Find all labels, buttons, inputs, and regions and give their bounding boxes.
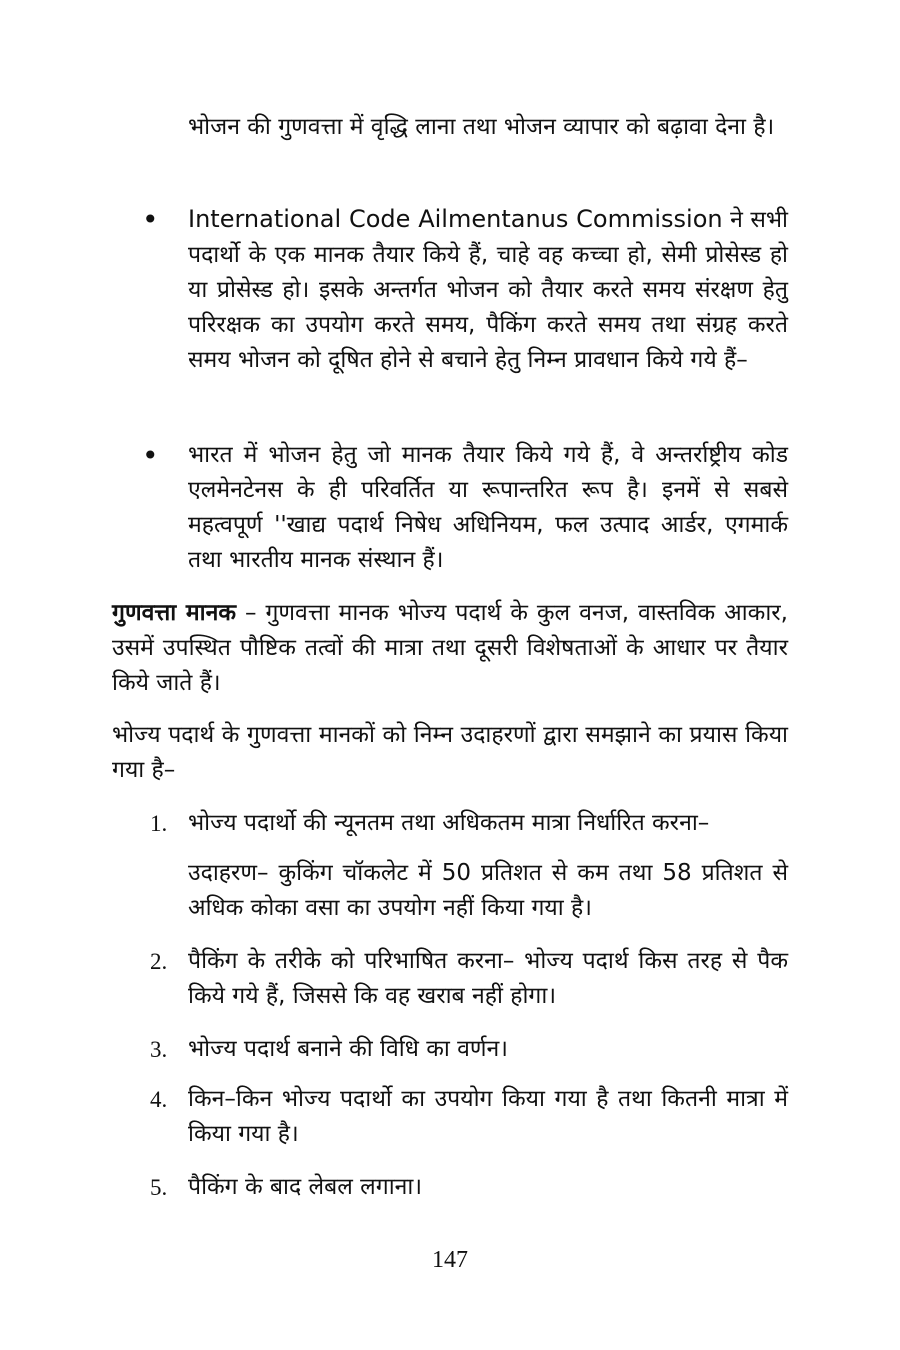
list-item: किन–किन भोज्य पदार्थो का उपयोग किया गया है तथा कितनी मात्रा में किया गया है। bbox=[188, 1086, 788, 1147]
quality-standard-paragraph bbox=[112, 596, 788, 701]
bullet-marker: • bbox=[142, 203, 159, 236]
commission-name: International Code Ailmentanus Commission bbox=[188, 205, 723, 233]
bullet-paragraph-commission bbox=[188, 202, 788, 378]
list-number: 3. bbox=[150, 1037, 168, 1062]
list-item: पैकिंग के बाद लेबल लगाना। bbox=[188, 1174, 423, 1200]
bullet-marker: • bbox=[142, 439, 159, 472]
example-paragraph: उदाहरण– कुकिंग चॉकलेट में 50 प्रतिशत से कम तथा 58 प्रतिशत से अधिक कोका वसा का उपयोग नहीं किया गया है। bbox=[188, 860, 788, 921]
list-item: पैकिंग के तरीके को परिभाषित करना– भोज्य पदार्थ किस तरह से पैक किये गये हैं, जिससे कि वह खराब नहीं होगा। bbox=[188, 948, 788, 1009]
page-number: 147 bbox=[432, 1247, 468, 1273]
list-item: भोज्य पदार्थ बनाने की विधि का वर्णन। bbox=[188, 1036, 509, 1062]
bullet-text: ने सभी पदार्थो के एक मानक तैयार किये हैं, चाहे वह कच्चा हो, सेमी प्रोसेस्ड हो या प्रोसेस्ड हो। इसके अन्तर्गत भोजन को तैयार करते समय संरक्षण हेतु परिरक्षक का उपयोग करते समय, पैकिंग करते समय तथा संग्रह करते समय भोजन को दूषित होने से बचाने हेतु निम्न प्रावधान किये गये हैं– bbox=[188, 207, 789, 373]
list-number: 4. bbox=[150, 1087, 168, 1112]
continuation-paragraph: भोजन की गुणवत्ता में वृद्धि लाना तथा भोजन व्यापार को बढ़ावा देना है। bbox=[188, 114, 775, 140]
list-number: 2. bbox=[150, 949, 168, 974]
intro-paragraph: भोज्य पदार्थ के गुणवत्ता मानकों को निम्न उदाहरणों द्वारा समझाने का प्रयास किया गया है– bbox=[112, 722, 788, 783]
list-item: भोज्य पदार्थो की न्यूनतम तथा अधिकतम मात्रा निर्धारित करना– bbox=[188, 810, 710, 836]
list-number: 1. bbox=[150, 811, 168, 836]
bullet-paragraph-india: भारत में भोजन हेतु जो मानक तैयार किये गये हैं, वे अन्तर्राष्ट्रीय कोड एलमेनटेनस के ही परिवर्तित या रूपान्तरित रूप है। इनमें से सबसे महत्वपूर्ण ''खाद्य पदार्थ निषेध अधिनियम, फल उत्पाद आर्डर, एगमार्क तथा भारतीय मानक संस्थान हैं। bbox=[188, 442, 788, 573]
section-heading: गुणवत्ता मानक bbox=[112, 600, 237, 626]
list-number: 5. bbox=[150, 1175, 168, 1200]
section-text: – गुणवत्ता मानक भोज्य पदार्थ के कुल वनज, वास्तविक आकार, उसमें उपस्थित पौष्टिक तत्वों की मात्रा तथा दूसरी विशेषताओं के आधार पर तैयार किये जाते हैं। bbox=[112, 600, 788, 696]
